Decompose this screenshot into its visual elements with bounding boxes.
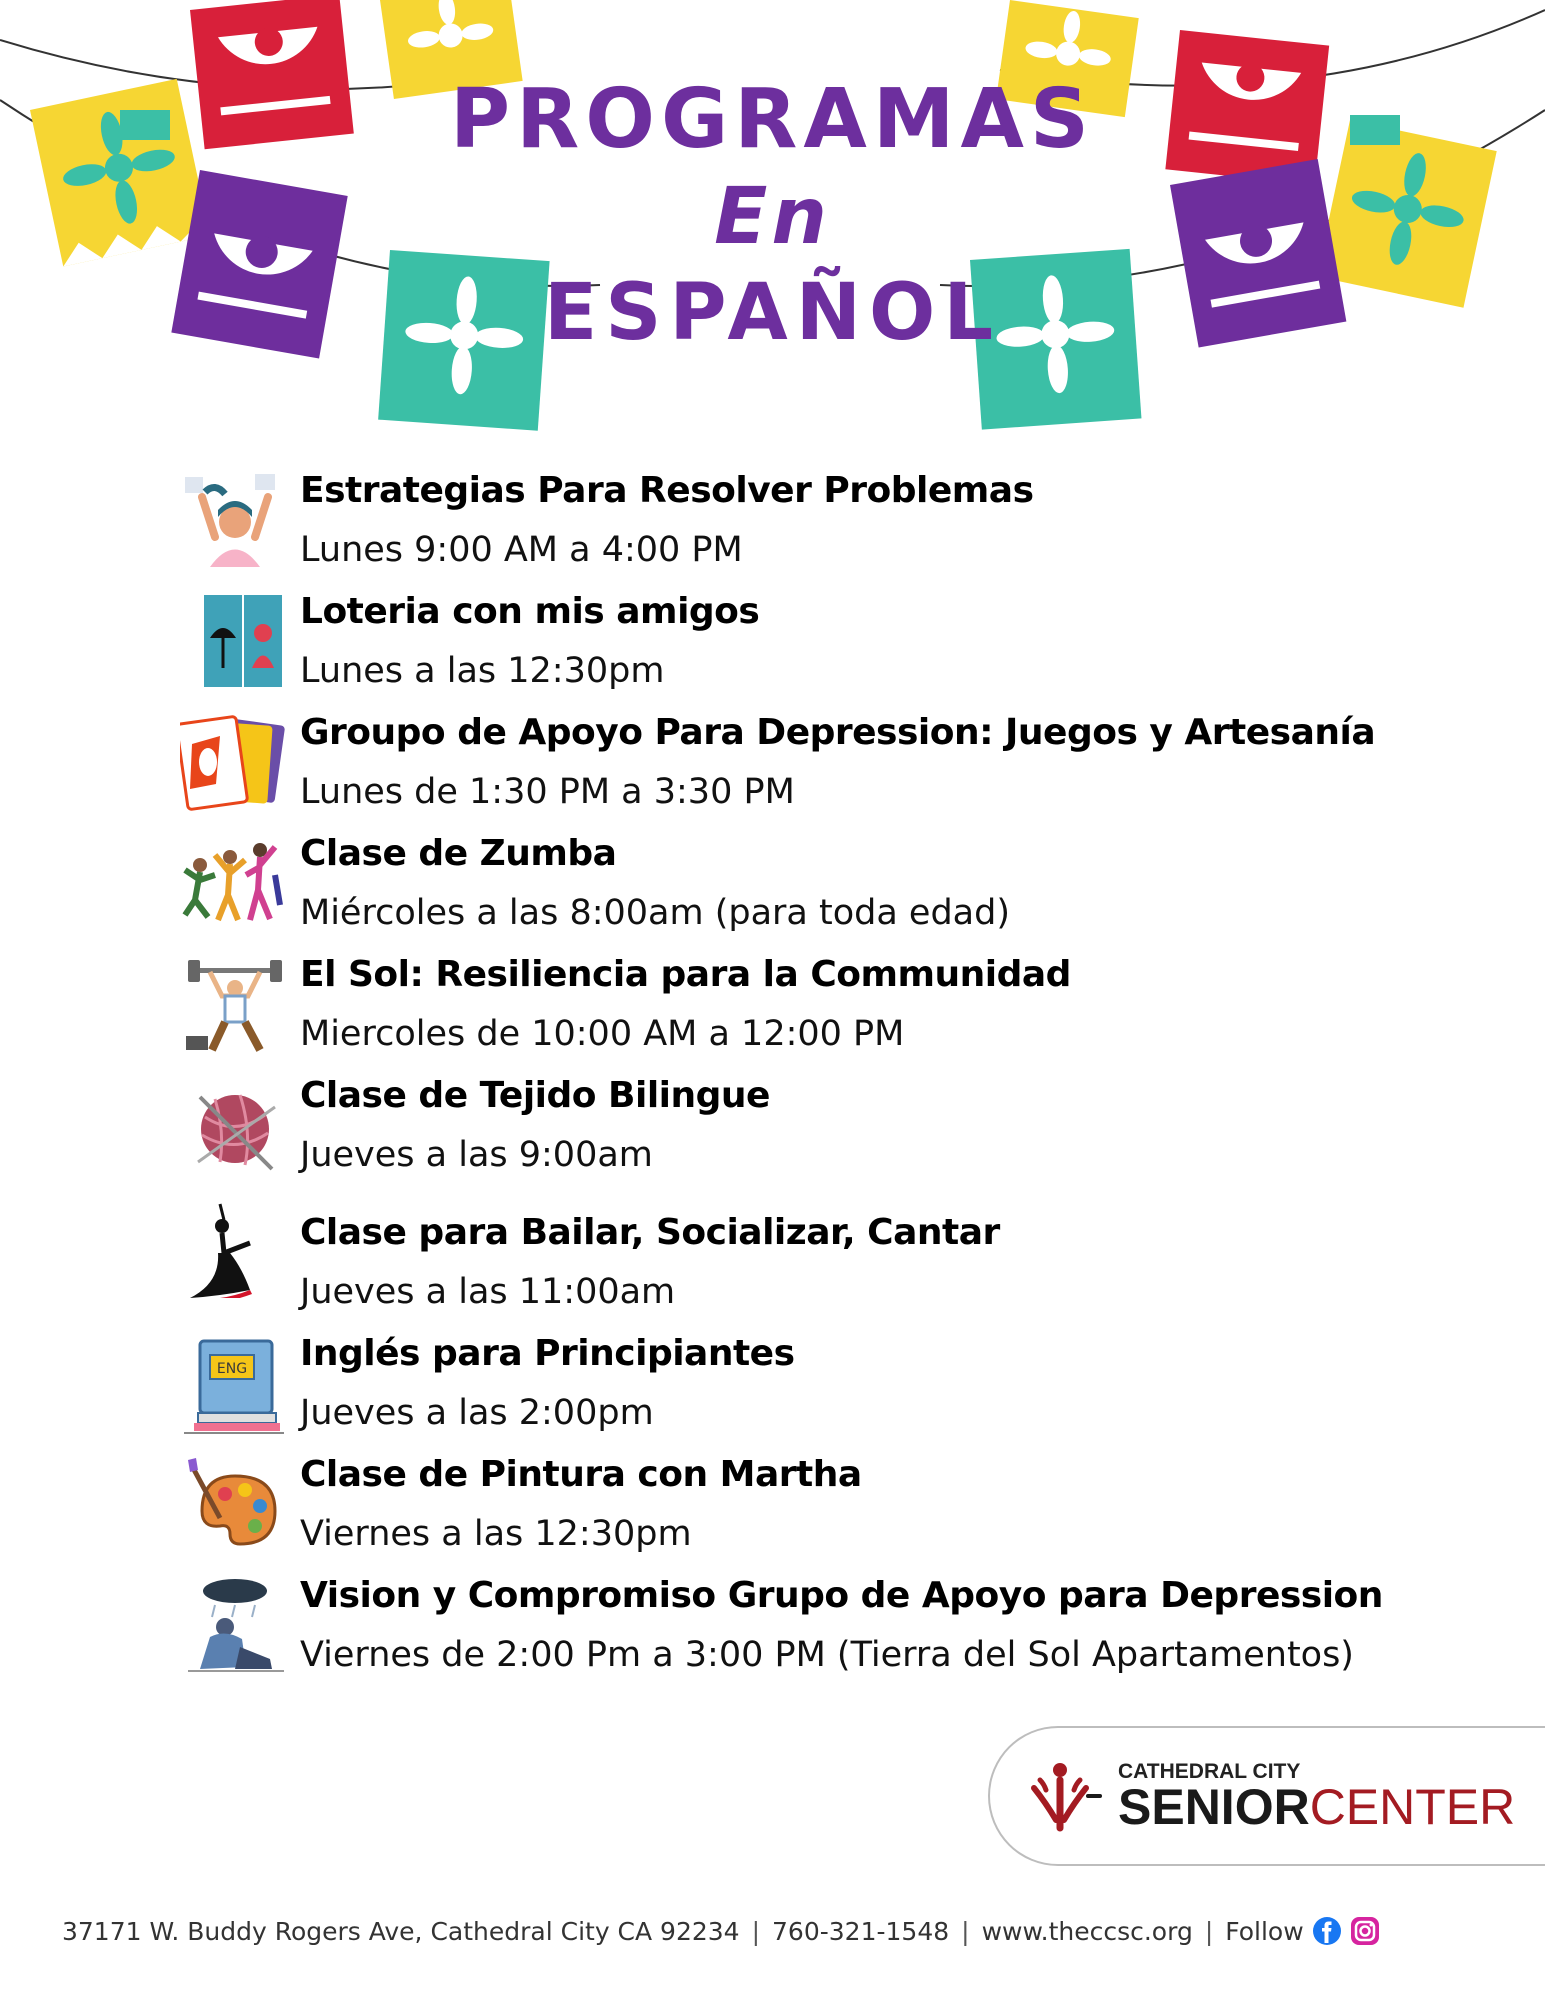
logo-center-text: CENTER	[1309, 1779, 1516, 1835]
footer-address: 37171 W. Buddy Rogers Ave, Cathedral City CA 92234	[62, 1916, 740, 1946]
program-name: Groupo de Apoyo Para Depression: Juegos y Artesanía	[300, 712, 1376, 753]
flamenco-dancer-icon	[180, 1198, 290, 1298]
list-item	[180, 591, 1510, 712]
dancers-icon	[180, 835, 290, 935]
program-time: Miercoles de 10:00 AM a 12:00 PM	[300, 1014, 905, 1054]
playing-cards-icon	[180, 714, 290, 814]
list-item	[180, 833, 1510, 954]
footer-separator: |	[961, 1916, 970, 1946]
logo-wordmark	[1118, 1779, 1516, 1835]
program-time: Jueves a las 11:00am	[300, 1272, 676, 1312]
title-line-2: En	[714, 172, 831, 262]
list-item	[180, 470, 1510, 591]
paint-palette-icon	[180, 1456, 290, 1556]
program-name: El Sol: Resiliencia para la Communidad	[300, 954, 1071, 995]
footer-phone[interactable]: 760-321-1548	[772, 1916, 950, 1946]
list-item	[180, 1075, 1510, 1196]
program-name: Clase de Pintura con Martha	[300, 1454, 862, 1495]
program-time: Miércoles a las 8:00am (para toda edad)	[300, 893, 1010, 933]
program-name: Inglés para Principiantes	[300, 1333, 795, 1374]
senior-center-mark-icon	[1026, 1758, 1106, 1838]
program-time: Lunes 9:00 AM a 4:00 PM	[300, 530, 743, 570]
list-item	[180, 1454, 1510, 1575]
english-book-icon	[180, 1335, 290, 1435]
program-name: Clase de Tejido Bilingue	[300, 1075, 770, 1116]
logo-senior-text: SENIOR	[1118, 1779, 1310, 1835]
list-item	[180, 712, 1510, 833]
footer-website-link[interactable]: www.theccsc.org	[981, 1916, 1193, 1946]
title-line-1: PROGRAMAS	[450, 72, 1095, 167]
program-name: Loteria con mis amigos	[300, 591, 760, 632]
program-time: Lunes a las 12:30pm	[300, 651, 665, 691]
list-item	[180, 1575, 1510, 1696]
papel-picado-banner	[0, 0, 1545, 440]
program-time: Jueves a las 2:00pm	[300, 1393, 654, 1433]
facebook-icon[interactable]	[1312, 1916, 1342, 1946]
rain-cloud-person-icon	[180, 1577, 290, 1677]
program-list	[180, 470, 1510, 1696]
title-line-3: ESPAÑOL	[543, 268, 1002, 358]
english-book-label: ENG	[216, 1361, 248, 1377]
yarn-ball-icon	[180, 1077, 290, 1177]
footer-follow-label: Follow	[1225, 1916, 1304, 1946]
program-name: Vision y Compromiso Grupo de Apoyo para Depression	[300, 1575, 1383, 1616]
instagram-icon[interactable]	[1350, 1916, 1380, 1946]
program-name: Clase de Zumba	[300, 833, 617, 874]
program-time: Lunes de 1:30 PM a 3:30 PM	[300, 772, 795, 812]
footer	[62, 1916, 1502, 1946]
program-time: Jueves a las 9:00am	[300, 1135, 653, 1175]
footer-separator: |	[751, 1916, 761, 1946]
weightlifter-icon	[180, 956, 290, 1056]
loteria-cards-icon	[180, 593, 290, 693]
program-name: Clase para Bailar, Socializar, Cantar	[300, 1212, 1000, 1253]
list-item	[180, 1333, 1510, 1454]
stressed-person-icon	[180, 472, 290, 572]
program-time: Viernes de 2:00 Pm a 3:00 PM (Tierra del Sol Apartamentos)	[300, 1635, 1354, 1675]
program-name: Estrategias Para Resolver Problemas	[300, 470, 1034, 511]
list-item	[180, 954, 1510, 1075]
list-item	[180, 1212, 1510, 1333]
program-time: Viernes a las 12:30pm	[300, 1514, 692, 1554]
logo-city-text: CATHEDRAL CITY	[1118, 1760, 1301, 1783]
senior-center-logo	[988, 1726, 1545, 1866]
footer-separator: |	[1204, 1916, 1214, 1946]
